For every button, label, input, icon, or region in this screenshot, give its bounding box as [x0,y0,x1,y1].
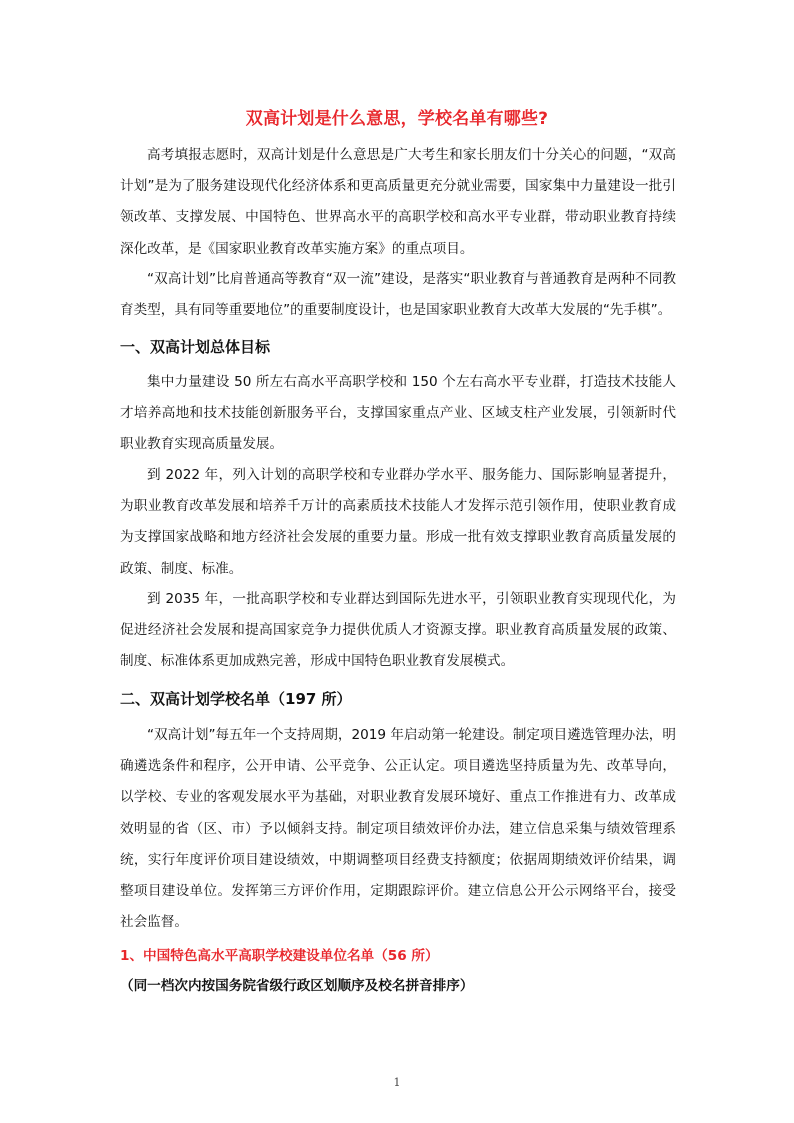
page-number: 1 [393,1076,401,1089]
sorting-note: （同一档次内按国务院省级行政区划顺序及校名拼音排序） [120,978,474,994]
section1-paragraph-1: 集中力量建设 50 所左右高水平高职学校和 150 个左右高水平专业群，打造技术技能人才培养高地和技术技能创新服务平台，支撑国家重点产业、区域支柱产业发展，引领新时代职业教育实现高质量发展。 [120,374,676,453]
document-title: 双高计划是什么意思，学校名单有哪些? [245,109,549,129]
section1-paragraph-3: 到 2035 年，一批高职学校和专业群达到国际先进水平，引领职业教育实现现代化，为促进经济社会发展和提高国家竞争力提供优质人才资源支撑。职业教育高质量发展的政策、制度、标准体系更加成熟完善，形成中国特色职业教育发展模式。 [120,591,676,670]
section2-heading: 二、双高计划学校名单（197 所） [120,690,352,708]
section1-heading: 一、双高计划总体目标 [120,338,271,356]
school-list-subheading: 1、中国特色高水平高职学校建设单位名单（56 所） [120,948,439,964]
intro-paragraph-1: 高考填报志愿时，双高计划是什么意思是广大考生和家长朋友们十分关心的问题，“双高计划”是为了服务建设现代化经济体系和更高质量更充分就业需要，国家集中力量建设一批引领改革、支撑发展、中国特色、世界高水平的高职学校和高水平专业群，带动职业教育持续深化改革，是《国家职业教育改革实施方案》的重点项目。 [120,147,676,257]
intro-paragraph-2: “双高计划”比肩普通高等教育“双一流”建设，是落实“职业教育与普通教育是两种不同教育类型，具有同等重要地位”的重要制度设计，也是国家职业教育大改革大发展的“先手棋”。 [120,271,676,319]
section1-paragraph-2: 到 2022 年，列入计划的高职学校和专业群办学水平、服务能力、国际影响显著提升，为职业教育改革发展和培养千万计的高素质技术技能人才发挥示范引领作用，使职业教育成为支撑国家战略和地方经济社会发展的重要力量。形成一批有效支撑职业教育高质量发展的政策、制度、标准。 [120,467,676,577]
section2-paragraph: “双高计划”每五年一个支持周期，2019 年启动第一轮建设。制定项目遴选管理办法，明确遴选条件和程序，公开申请、公平竞争、公正认定。项目遴选坚持质量为先、改革导向，以学校、专业的客观发展水平为基础，对职业教育发展环境好、重点工作推进有力、改革成效明显的省（区、市）予以倾斜支持。制定项目绩效评价办法，建立信息采集与绩效管理系统，实行年度评价项目建设绩效，中期调整项目经费支持额度；依据周期绩效评价结果，调整项目建设单位。发挥第三方评价作用，定期跟踪评价。建立信息公开公示网络平台，接受社会监督。 [120,727,676,931]
